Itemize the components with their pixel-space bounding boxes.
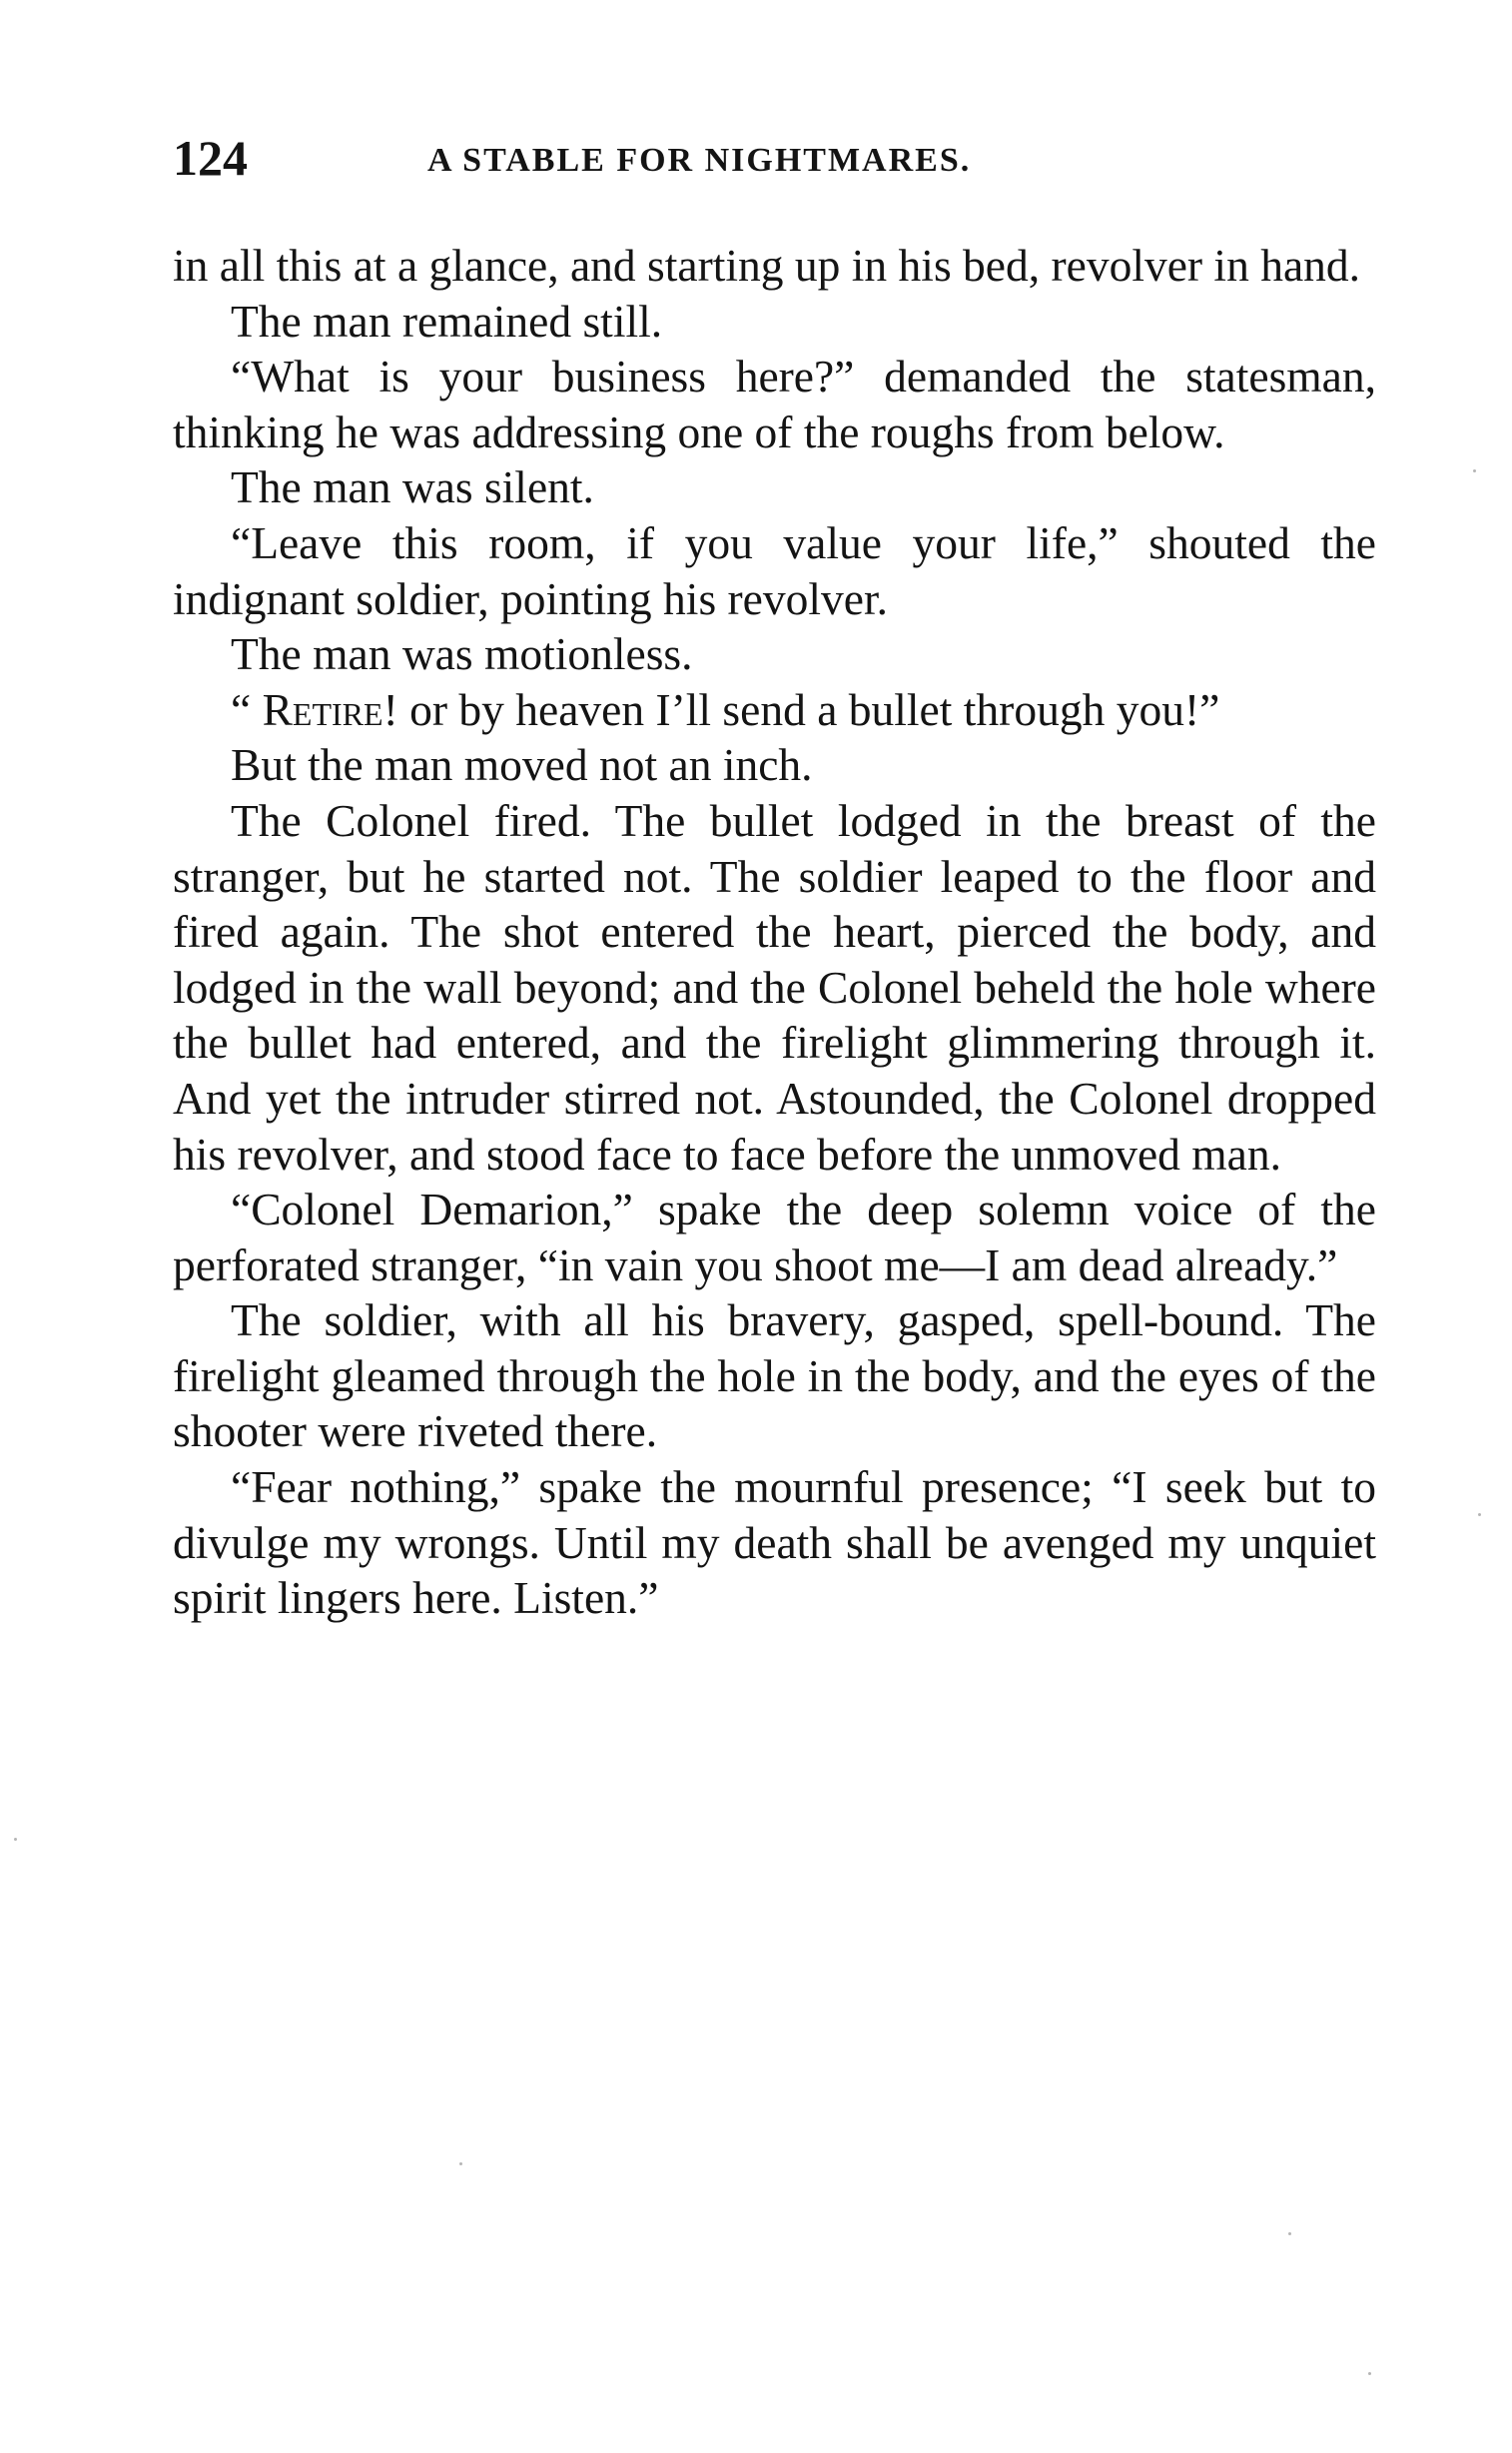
body-text	[173, 238, 1376, 1626]
paragraph: The Colonel fired. The bullet lodged in the breast of the stranger, but he started not. The soldier leaped to the floor and fired again. The shot entered the heart, pierced the body, and lodged in the wall beyond; and the Colonel beheld the hole where the bullet had entered, and the firelight glimmering through it. And yet the intruder stirred not. Astounded, the Colonel dropped his revolver, and stood face to face before the unmoved man.	[173, 794, 1376, 1180]
paragraph: “What is your business here?” demanded the statesman, thinking he was addressing one of the roughs from below.	[173, 351, 1376, 457]
paragraph-remainder: ! or by heaven I’ll send a bullet through you!”	[382, 683, 1220, 735]
paragraph: The soldier, with all his bravery, gasped, spell-bound. The firelight gleamed through the hole in the body, and the eyes of the shooter were riveted there.	[173, 1294, 1376, 1457]
running-head	[173, 128, 1381, 188]
paragraph	[173, 682, 1376, 738]
paper-speck	[1478, 1513, 1481, 1516]
paper-speck	[459, 2162, 462, 2165]
paper-speck	[1473, 469, 1476, 472]
paragraph: The man remained still.	[231, 295, 663, 347]
paper-speck	[1368, 2372, 1371, 2375]
page-number: 124	[173, 130, 248, 186]
emphasized-word: Retire	[262, 683, 383, 735]
running-title: A STABLE FOR NIGHTMARES.	[427, 142, 972, 179]
paragraph: “Fear nothing,” spake the mournful presence; “I seek but to divulge my wrongs. Until my death shall be avenged my unquiet spirit lingers here. Listen.”	[173, 1461, 1376, 1624]
paragraph: But the man moved not an inch.	[231, 739, 813, 791]
paragraph: in all this at a glance, and starting up in his bed, revolver in hand.	[173, 240, 1361, 291]
paragraph: “Colonel Demarion,” spake the deep solemn voice of the perforated stranger, “in vain you shoot me—I am dead already.”	[173, 1184, 1376, 1290]
paper-speck	[1288, 2232, 1291, 2235]
paragraph: The man was motionless.	[231, 628, 693, 680]
quote-mark: “	[231, 683, 263, 735]
paper-speck	[14, 1838, 17, 1841]
paragraph: The man was silent.	[231, 461, 594, 513]
paragraph: “Leave this room, if you value your life,” shouted the indignant soldier, pointing his revolver.	[173, 516, 1376, 624]
